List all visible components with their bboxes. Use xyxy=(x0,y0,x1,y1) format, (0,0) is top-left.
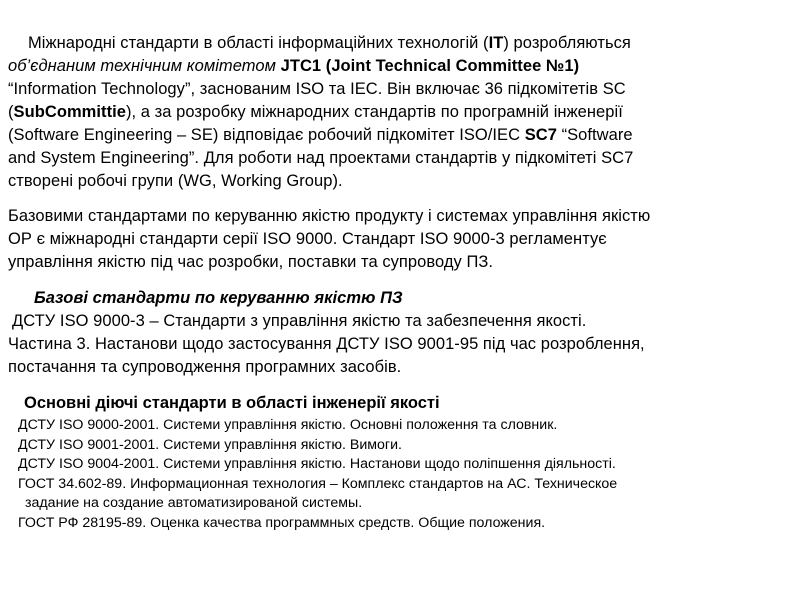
base-standards-section xyxy=(8,287,800,379)
standard-item-4-continued: задание на создание автоматизированой системы. xyxy=(25,495,363,512)
iso9000-paragraph xyxy=(8,205,800,274)
iso9000-line-2: ОР є міжнародні стандарти серії ISO 9000. Стандарт ISO 9000-3 регламентує xyxy=(8,230,607,248)
standard-item-4: ГОСТ 34.602-89. Информационная технология – Комплекс стандартов на АС. Техническое xyxy=(18,475,618,492)
standard-item-1: ДСТУ ISO 9000-2001. Системи управління якістю. Основні положення та словник. xyxy=(18,417,558,433)
base-standards-line-3: постачання та супроводження програмних засобів. xyxy=(8,358,402,376)
iso9000-line-1: Базовими стандартами по керуванню якістю продукту і системах управління якістю xyxy=(8,207,651,225)
intro-line-5: (Software Engineering – SE) відповідає робочий підкомітет ISO/IEC SC7 “Software xyxy=(8,126,633,144)
standard-item-5: ГОСТ РФ 28195-89. Оценка качества программных средств. Общие положения. xyxy=(18,514,546,531)
intro-line-7: створені робочі групи (WG, Working Group). xyxy=(8,172,343,190)
intro-line-1: Міжнародні стандарти в області інформаційних технологій (IT) розробляються xyxy=(28,34,631,52)
base-standards-heading: Базові стандарти по керуванню якістю ПЗ xyxy=(34,289,403,307)
iso9000-line-3: управління якістю під час розробки, поставки та супроводу ПЗ. xyxy=(8,253,494,271)
standard-item-2: ДСТУ ISO 9001-2001. Системи управління якістю. Вимоги. xyxy=(18,436,402,453)
intro-line-3: “Information Technology”, заснованим ISO та IEC. Він включає 36 підкомітетів SC xyxy=(8,80,626,98)
intro-line-6: and System Engineering”. Для роботи над проектами стандартів у підкомітеті SC7 xyxy=(8,149,634,167)
quality-standards-section xyxy=(18,392,800,534)
quality-standards-heading: Основні діючі стандарти в області інженерії якості xyxy=(24,394,440,412)
base-standards-line-1: ДСТУ ISO 9000-3 – Стандарти з управління якістю та забезпечення якості. xyxy=(12,312,587,330)
base-standards-line-2: Частина 3. Настанови щодо застосування ДСТУ ISO 9001-95 під час розроблення, xyxy=(8,335,645,353)
intro-paragraph xyxy=(8,32,800,193)
intro-line-2: об’єднаним технічним комітетом JTC1 (Joint Technical Committee №1) xyxy=(8,57,580,75)
standard-item-3: ДСТУ ISO 9004-2001. Системи управління якістю. Настанови щодо поліпшення діяльності. xyxy=(18,456,616,473)
intro-line-4: (SubCommittie), а за розробку міжнародних стандартів по програмній інженерії xyxy=(8,103,623,121)
